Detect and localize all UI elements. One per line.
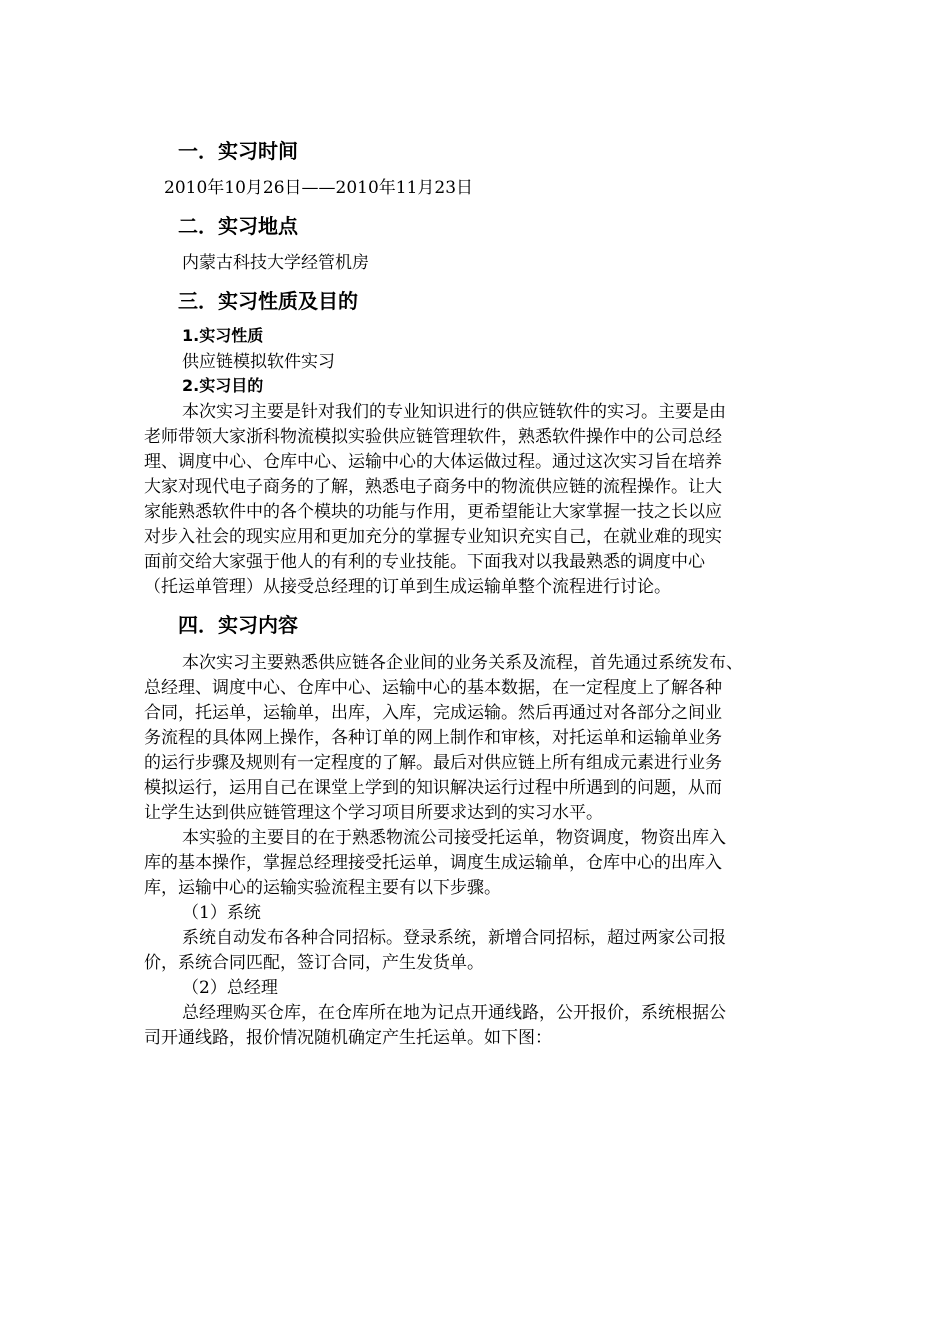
paragraph-line: 库的基本操作，掌握总经理接受托运单，调度生成运输单，仓库中心的出库入 xyxy=(144,853,722,873)
step-label-general-manager: （2）总经理 xyxy=(182,978,278,998)
section-heading-1: 一．实习时间 xyxy=(178,139,298,163)
paragraph-line: 本实验的主要目的在于熟悉物流公司接受托运单，物资调度，物资出库入 xyxy=(182,828,726,848)
nature-text: 供应链模拟软件实习 xyxy=(182,352,335,372)
paragraph-line: 面前交给大家强于他人的有利的专业技能。下面我对以我最熟悉的调度中心 xyxy=(144,552,705,572)
paragraph-line: 本次实习主要熟悉供应链各企业间的业务关系及流程，首先通过系统发布、 xyxy=(182,653,743,673)
internship-place: 内蒙古科技大学经管机房 xyxy=(182,253,369,273)
paragraph-line: 理、调度中心、仓库中心、运输中心的大体运做过程。通过这次实习旨在培养 xyxy=(144,452,722,472)
internship-dates: 2010年10月26日——2010年11月23日 xyxy=(164,178,474,198)
paragraph-line: 对步入社会的现实应用和更加充分的掌握专业知识充实自己，在就业难的现实 xyxy=(144,527,722,547)
paragraph-line: 总经理购买仓库，在仓库所在地为记点开通线路，公开报价，系统根据公 xyxy=(182,1003,726,1023)
paragraph-line: 务流程的具体网上操作，各种订单的网上制作和审核，对托运单和运输单业务 xyxy=(144,728,722,748)
section-heading-3: 三．实习性质及目的 xyxy=(178,289,358,313)
paragraph-line: 让学生达到供应链管理这个学习项目所要求达到的实习水平。 xyxy=(144,803,603,823)
paragraph-line: 本次实习主要是针对我们的专业知识进行的供应链软件的实习。主要是由 xyxy=(182,402,726,422)
section-heading-2: 二．实习地点 xyxy=(178,214,298,238)
paragraph-line: （托运单管理）从接受总经理的订单到生成运输单整个流程进行讨论。 xyxy=(144,577,671,597)
paragraph-line: 的运行步骤及规则有一定程度的了解。最后对供应链上所有组成元素进行业务 xyxy=(144,753,722,773)
paragraph-line: 库，运输中心的运输实验流程主要有以下步骤。 xyxy=(144,878,501,898)
paragraph-line: 系统自动发布各种合同招标。登录系统，新增合同招标，超过两家公司报 xyxy=(182,928,726,948)
paragraph-line: 家能熟悉软件中的各个模块的功能与作用，更希望能让大家掌握一技之长以应 xyxy=(144,502,722,522)
paragraph-line: 总经理、调度中心、仓库中心、运输中心的基本数据，在一定程度上了解各种 xyxy=(144,678,722,698)
subheading-nature: 1.实习性质 xyxy=(182,326,264,345)
step-label-system: （1）系统 xyxy=(182,903,261,923)
paragraph-line: 大家对现代电子商务的了解，熟悉电子商务中的物流供应链的流程操作。让大 xyxy=(144,477,722,497)
paragraph-line: 模拟运行，运用自己在课堂上学到的知识解决运行过程中所遇到的问题，从而 xyxy=(144,778,722,798)
paragraph-line: 老师带领大家浙科物流模拟实验供应链管理软件，熟悉软件操作中的公司总经 xyxy=(144,427,722,447)
subheading-purpose: 2.实习目的 xyxy=(182,376,264,395)
paragraph-line: 价，系统合同匹配，签订合同，产生发货单。 xyxy=(144,953,484,973)
paragraph-line: 合同，托运单，运输单，出库，入库，完成运输。然后再通过对各部分之间业 xyxy=(144,703,722,723)
section-heading-4: 四．实习内容 xyxy=(178,613,298,637)
paragraph-line: 司开通线路，报价情况随机确定产生托运单。如下图： xyxy=(144,1028,552,1048)
